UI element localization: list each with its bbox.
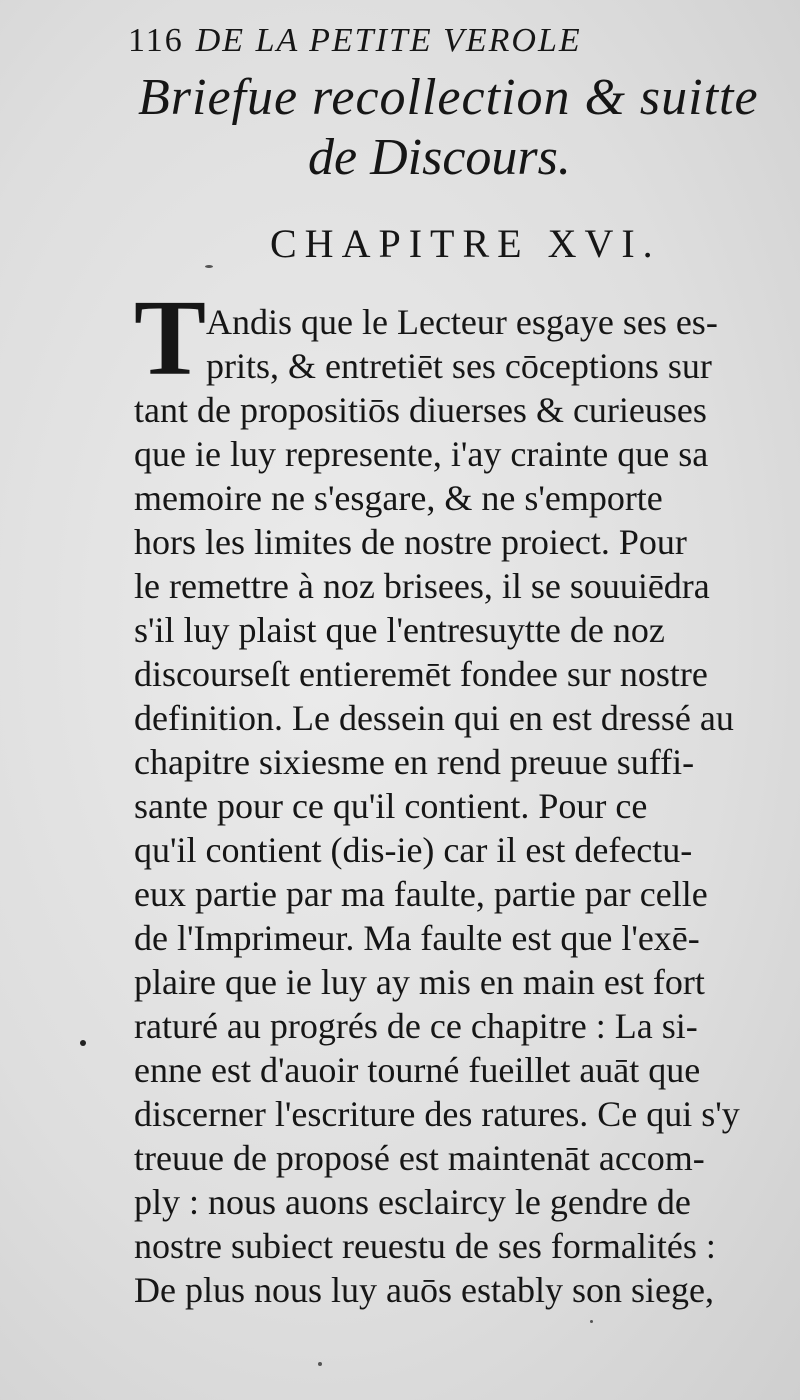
text-line: definition. Le dessein qui en est dressé au: [134, 698, 734, 738]
ink-speck: [318, 1362, 322, 1366]
text-line: prits, & entretiēt ses cōceptions sur: [206, 346, 712, 386]
text-line: le remettre à noz brisees, il se souuiēdra: [134, 566, 710, 606]
text-line: raturé au progrés de ce chapitre : La si-: [134, 1006, 698, 1046]
ink-speck: [205, 265, 213, 268]
section-title-line-2: de Discours.: [308, 129, 571, 186]
ink-speck: [80, 1040, 86, 1046]
text-line: De plus nous luy auōs estably son siege,: [134, 1270, 714, 1310]
text-line: s'il luy plaist que l'entresuytte de noz: [134, 610, 665, 650]
chapter-heading: CHAPITRE XVI.: [270, 221, 661, 266]
text-line: memoire ne s'esgare, & ne s'emporte: [134, 478, 663, 518]
text-line: tant de propositiōs diuerses & curieuses: [134, 390, 707, 430]
text-line: discourseſt entieremēt fondee sur nostre: [134, 654, 708, 694]
section-title-line-1: Briefue recollection & suitte: [138, 69, 759, 126]
text-line: plaire que ie luy ay mis en main est fort: [134, 962, 705, 1002]
text-line: chapitre sixiesme en rend preuue suffi-: [134, 742, 695, 782]
text-line: discerner l'escriture des ratures. Ce qui s'y: [134, 1094, 740, 1134]
text-line: qu'il contient (dis-ie) car il est defectu-: [134, 830, 693, 870]
text-line: hors les limites de nostre proiect. Pour: [134, 522, 687, 562]
text-line: sante pour ce qu'il contient. Pour ce: [134, 786, 648, 826]
text-line: treuue de proposé est maintenāt accom-: [134, 1138, 705, 1178]
text-line: que ie luy represente, i'ay crainte que sa: [134, 434, 709, 474]
drop-cap: T: [134, 279, 207, 398]
text-line: ply : nous auons esclaircy le gendre de: [134, 1182, 691, 1222]
text-line: de l'Imprimeur. Ma faulte est que l'exē-: [134, 918, 700, 958]
page-number: 116: [128, 22, 184, 59]
text-line: nostre subiect reuestu de ses formalités :: [134, 1226, 716, 1266]
text-line: enne est d'auoir tourné fueillet auāt que: [134, 1050, 701, 1090]
text-line: Andis que le Lecteur esgaye ses es-: [206, 302, 718, 342]
ink-speck: [590, 1320, 593, 1323]
text-line: eux partie par ma faulte, partie par celle: [134, 874, 708, 914]
running-title: DE LA PETITE VEROLE: [195, 22, 582, 59]
running-header: [128, 22, 728, 60]
